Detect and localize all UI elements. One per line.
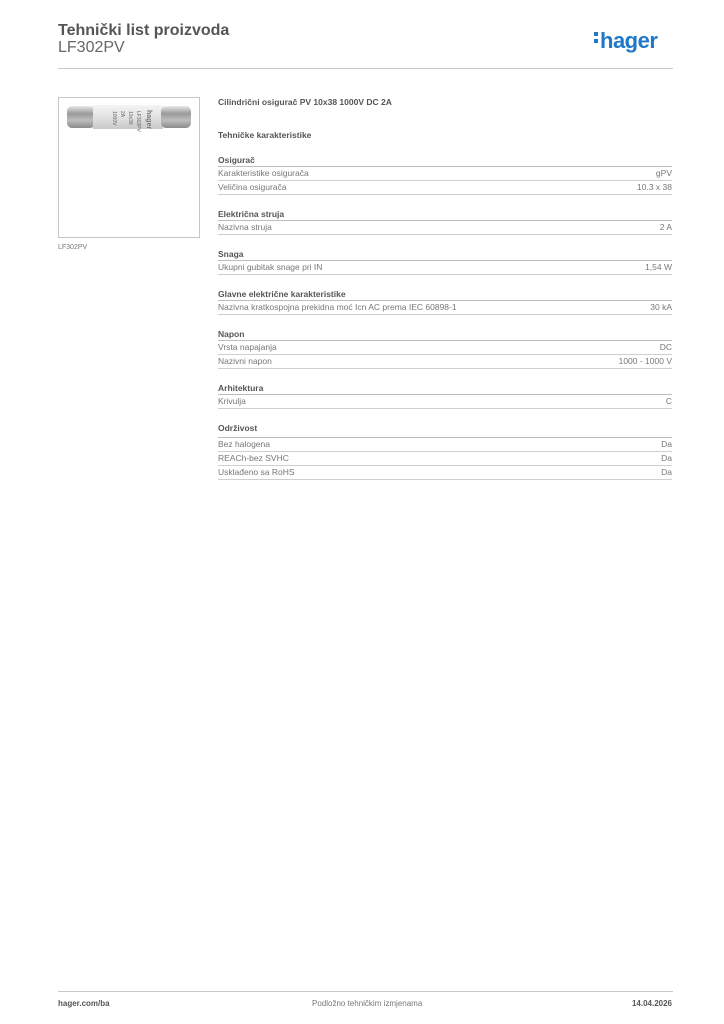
spec-group-architecture <box>218 382 672 409</box>
footer-divider <box>58 991 673 992</box>
spec-row <box>218 261 672 275</box>
spec-label: Krivulja <box>218 396 246 406</box>
spec-row <box>218 466 672 480</box>
spec-row <box>218 181 672 195</box>
logo-colon-icon <box>594 29 599 46</box>
svg-text:LF302PV: LF302PV <box>135 111 141 132</box>
spec-label: Nazivni napon <box>218 356 272 366</box>
spec-value: 10.3 x 38 <box>637 182 672 192</box>
spec-group-current <box>218 208 672 235</box>
spec-value: 30 kA <box>650 302 672 312</box>
spec-row <box>218 452 672 466</box>
group-title: Arhitektura <box>218 382 672 395</box>
product-title: Cilindrični osigurač PV 10x38 1000V DC 2A <box>218 97 392 107</box>
spec-value: DC <box>659 342 672 352</box>
spec-row <box>218 355 672 369</box>
image-caption: LF302PV <box>58 244 88 251</box>
group-title: Glavne električne karakteristike <box>218 288 672 301</box>
footer-notice: Podložno tehničkim izmjenama <box>312 999 423 1008</box>
spec-group-fuse <box>218 154 672 195</box>
group-title: Održivost <box>218 422 672 438</box>
section-heading: Tehničke karakteristike <box>218 130 312 140</box>
spec-group-sustainability <box>218 422 672 480</box>
spec-section <box>218 96 672 480</box>
spec-value: Da <box>661 453 672 463</box>
spec-label: Karakteristike osigurača <box>218 168 309 178</box>
spec-label: Nazivna kratkospojna prekidna moć Icn AC prema IEC 60898-1 <box>218 302 457 312</box>
spec-value: gPV <box>655 168 672 178</box>
spec-value: Da <box>661 467 672 477</box>
spec-label: Veličina osigurača <box>218 182 287 192</box>
spec-value: Da <box>661 439 672 449</box>
header-divider <box>58 68 673 69</box>
spec-group-electrical <box>218 288 672 315</box>
spec-label: Ukupni gubitak snage pri IN <box>218 262 323 272</box>
hager-logo <box>594 28 657 54</box>
spec-value: 2 A <box>659 222 672 232</box>
svg-text:2A: 2A <box>119 111 125 118</box>
product-code: LF302PV <box>58 39 125 56</box>
svg-text:10x38: 10x38 <box>127 111 133 125</box>
svg-text:1000V: 1000V <box>111 111 117 126</box>
spec-row <box>218 301 672 315</box>
spec-row <box>218 395 672 409</box>
spec-value: C <box>665 396 672 406</box>
spec-group-voltage <box>218 328 672 369</box>
spec-group-power <box>218 248 672 275</box>
footer-date: 14.04.2026 <box>631 999 672 1008</box>
group-title: Električna struja <box>218 208 672 221</box>
logo-text: hager <box>600 28 658 53</box>
group-title: Napon <box>218 328 672 341</box>
spec-row <box>218 167 672 181</box>
spec-label: Nazivna struja <box>218 222 272 232</box>
spec-label: Vrsta napajanja <box>218 342 277 352</box>
spec-row <box>218 438 672 452</box>
svg-text:hager: hager <box>145 110 152 130</box>
group-title: Snaga <box>218 248 672 261</box>
spec-label: Usklađeno sa RoHS <box>218 467 295 477</box>
spec-value: 1,54 W <box>645 262 672 272</box>
fuse-icon <box>65 102 193 132</box>
spec-label: Bez halogena <box>218 439 270 449</box>
product-image <box>58 97 200 238</box>
spec-label: REACh-bez SVHC <box>218 453 289 463</box>
group-title: Osigurač <box>218 154 672 167</box>
spec-value: 1000 - 1000 V <box>618 356 672 366</box>
document-title: Tehnički list proizvoda <box>58 22 230 39</box>
spec-row <box>218 341 672 355</box>
footer-website-link[interactable]: hager.com/ba <box>58 999 110 1008</box>
spec-row <box>218 221 672 235</box>
